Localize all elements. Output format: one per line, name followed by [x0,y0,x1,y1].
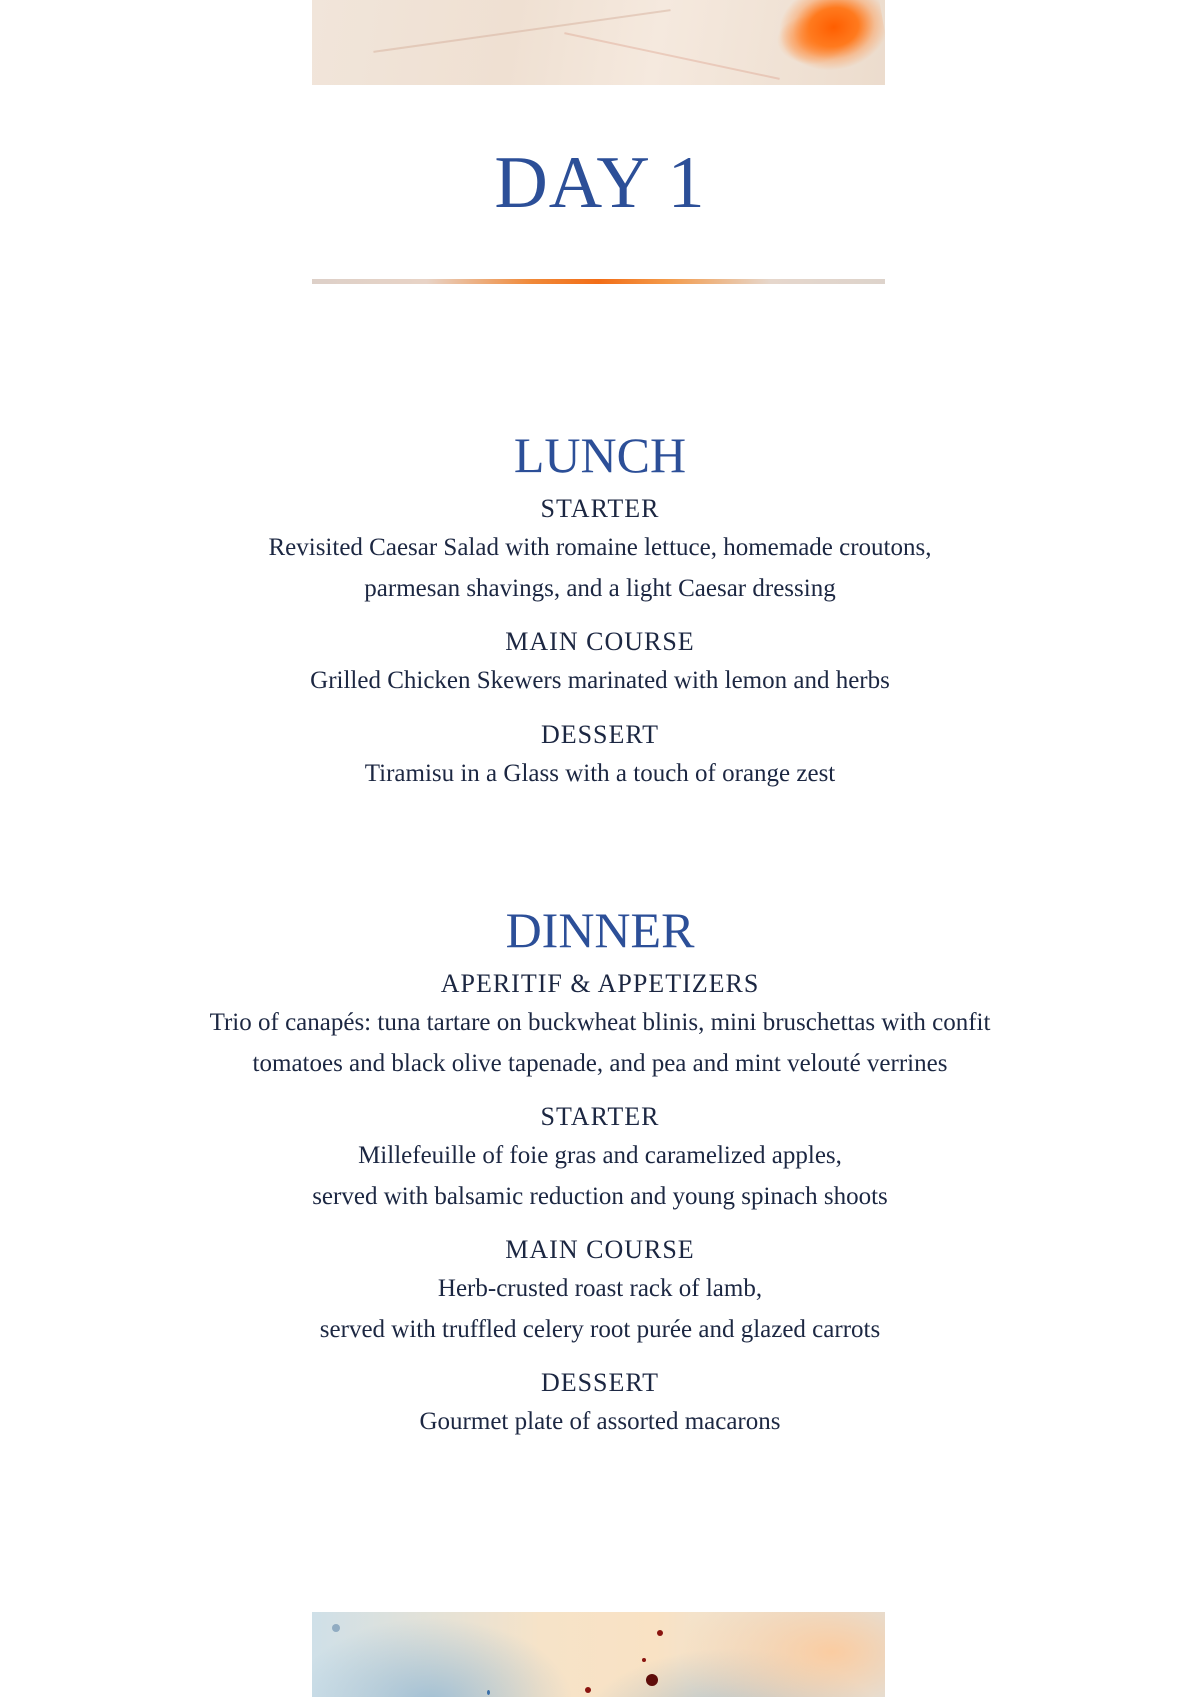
course-description [0,528,1200,609]
ink-splatter [487,1690,490,1695]
course-description [0,1269,1200,1350]
dinner-dessert [0,1367,1200,1443]
ink-splatter [642,1658,646,1662]
description-line: Herb-crusted roast rack of lamb, [437,1275,763,1302]
ink-splatter [332,1624,340,1632]
description-line: Tiramisu in a Glass with a touch of orange zest [364,759,836,787]
dinner-aperitif [0,968,1200,1084]
description-line: Grilled Chicken Skewers marinated with lemon and herbs [310,667,890,694]
course-label: STARTER [540,1102,660,1131]
ink-splatter [657,1630,663,1636]
course-description [0,1003,1200,1084]
description-line: Gourmet plate of assorted macarons [419,1408,781,1435]
description-line: parmesan shavings, and a light Caesar dressing [364,574,836,602]
day-title: DAY 1 [494,142,706,224]
course-label: APERITIF & APPETIZERS [440,969,760,998]
course-label: DESSERT [540,719,660,749]
description-line: Revisited Caesar Salad with romaine lettuce, homemade croutons, [268,534,932,561]
ink-splatter [585,1687,591,1693]
description-line: Millefeuille of foie gras and caramelized apples, [358,1142,842,1169]
course-description [0,1402,1200,1443]
lunch-dessert [0,719,1200,795]
course-description [0,754,1200,795]
marble-vein [564,32,780,80]
lunch-title: LUNCH [513,427,687,483]
dinner-title: DINNER [505,902,695,958]
course-description [0,661,1200,702]
ink-splatter [646,1674,658,1686]
footer-watercolor-banner [312,1612,885,1697]
course-label: DESSERT [540,1368,660,1397]
course-description [0,1136,1200,1217]
dinner-main-course [0,1234,1200,1350]
lunch-main-course [0,626,1200,702]
course-label: MAIN COURSE [505,627,695,656]
lunch-starter [0,493,1200,609]
course-label: MAIN COURSE [505,1235,695,1264]
lunch-section [0,425,1200,794]
header-watercolor-banner [312,0,885,85]
dinner-section [0,900,1200,1443]
description-line: Trio of canapés: tuna tartare on buckwheat blinis, mini bruschettas with confit [209,1009,991,1036]
description-line: served with truffled celery root purée and glazed carrots [319,1315,881,1343]
orange-watercolor-stain [768,0,885,85]
dinner-starter [0,1101,1200,1217]
title-divider [312,279,885,284]
description-line: tomatoes and black olive tapenade, and pea and mint velouté verrines [252,1049,948,1077]
course-label: STARTER [540,494,660,523]
description-line: served with balsamic reduction and young spinach shoots [312,1182,888,1210]
